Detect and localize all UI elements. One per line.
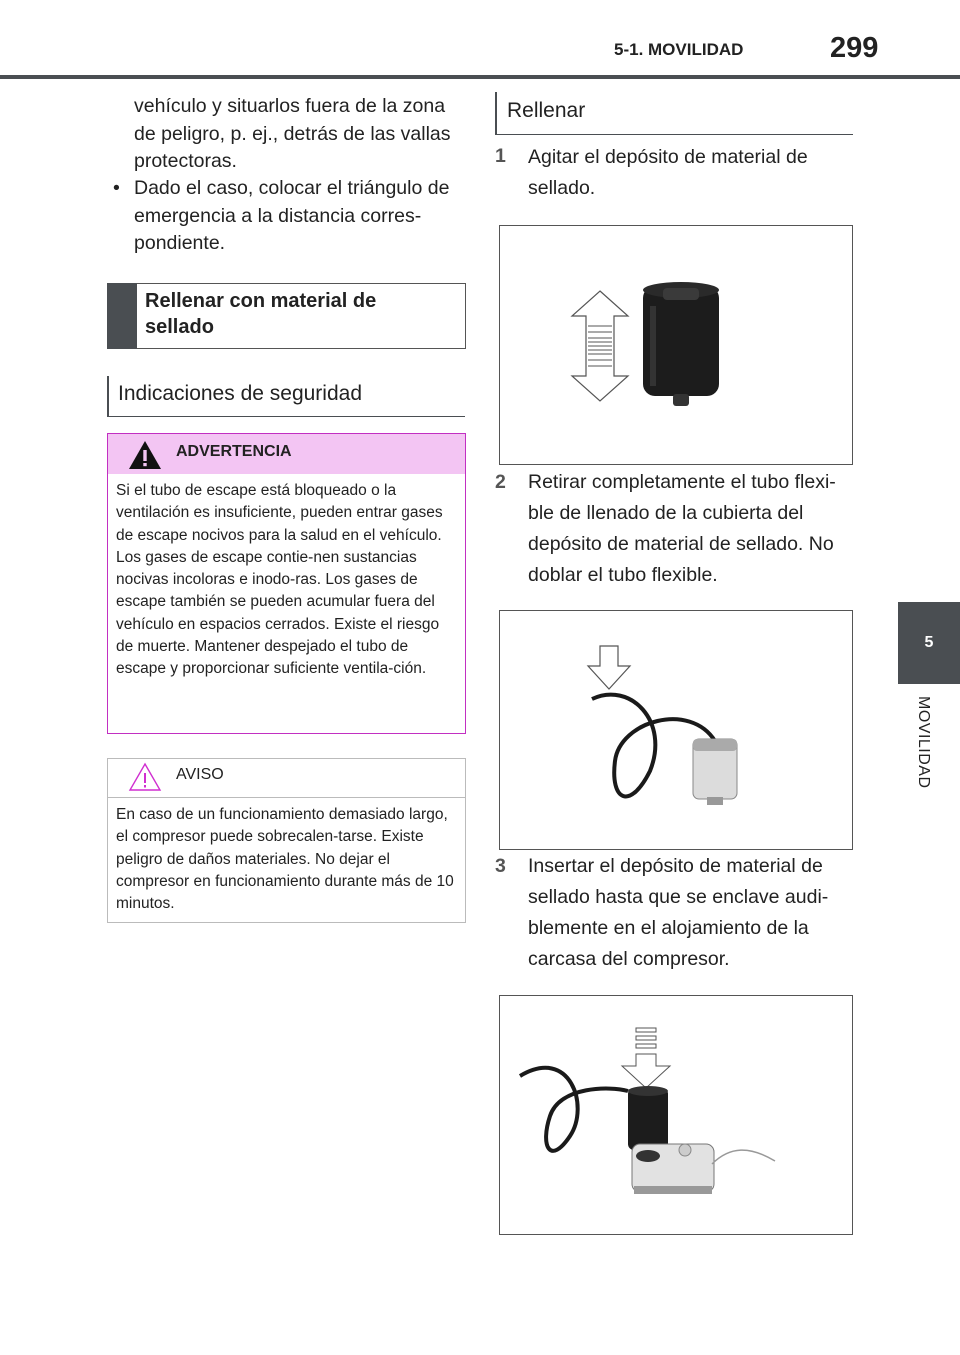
- chapter-tab[interactable]: [898, 602, 960, 684]
- step-text: Agitar el depósito de material de sellado.: [528, 146, 808, 199]
- header-rule: [0, 75, 960, 79]
- sealant-bottle-shake-icon: [500, 226, 852, 464]
- bullet-marker: •: [113, 177, 120, 199]
- notice-divider: [108, 797, 465, 798]
- figure-step-3: [499, 995, 853, 1235]
- chapter-tab-number: 5: [924, 634, 934, 651]
- subheading-bar-fill: [495, 92, 497, 134]
- notice-triangle-icon: [128, 762, 162, 792]
- subheading-safety: Indicaciones de seguridad: [118, 382, 363, 405]
- section-title: Rellenar con material de sellado: [145, 290, 377, 338]
- step-number: 2: [495, 471, 506, 493]
- notice-text: En caso de un funcionamiento demasiado largo, el compresor puede sobrecalen-tarse. Existe peligro de daños materiales. No dejar el compresor en funcionamiento durante más de 10 minutos.: [116, 806, 454, 913]
- page-number: 299: [830, 32, 879, 64]
- subheading-rule: [107, 416, 465, 417]
- warning-triangle-icon: [128, 440, 162, 470]
- figure-step-2: [499, 610, 853, 850]
- chapter-tab-label: MOVILIDAD: [915, 696, 932, 789]
- sealant-hose-icon: [500, 611, 852, 849]
- bullet-item: Dado el caso, colocar el triángulo de emergencia a la distancia corres-pondiente.: [134, 177, 450, 254]
- subheading-fill: Rellenar: [507, 99, 586, 122]
- step-text: Insertar el depósito de material de sellado hasta que se enclave audi-blemente en el alojamiento de la carcasa del compresor.: [528, 855, 829, 970]
- compressor-insert-icon: [500, 996, 852, 1234]
- section-header-bar: [107, 283, 137, 349]
- step-text: Retirar completamente el tubo flexi-ble de llenado de la cubierta del depósito de material de sellado. No doblar el tubo flexible.: [528, 471, 836, 586]
- continued-paragraph: vehículo y situarlos fuera de la zona de peligro, p. ej., detrás de las vallas protectoras.: [134, 95, 451, 172]
- notice-title: AVISO: [176, 766, 224, 783]
- step-number: 1: [495, 145, 506, 167]
- section-label: 5-1. MOVILIDAD: [614, 40, 744, 59]
- step-number: 3: [495, 855, 506, 877]
- figure-step-1: [499, 225, 853, 465]
- subheading-fill-rule: [495, 134, 853, 135]
- warning-title: ADVERTENCIA: [176, 443, 292, 460]
- warning-text: Si el tubo de escape está bloqueado o la ventilación es insuficiente, pueden entrar gases de escape nocivos para la salud en el vehículo. Los gases de escape contie-nen sustancias nocivas incoloras e inodo-ras. Los gases de escape también se pueden acumular fuera del vehículo en espacios cerrados. Existe el riesgo de muerte. Mantener despejado el tubo de escape y proporcionar suficiente ventila-ción.: [116, 482, 443, 678]
- subheading-bar: [107, 376, 109, 416]
